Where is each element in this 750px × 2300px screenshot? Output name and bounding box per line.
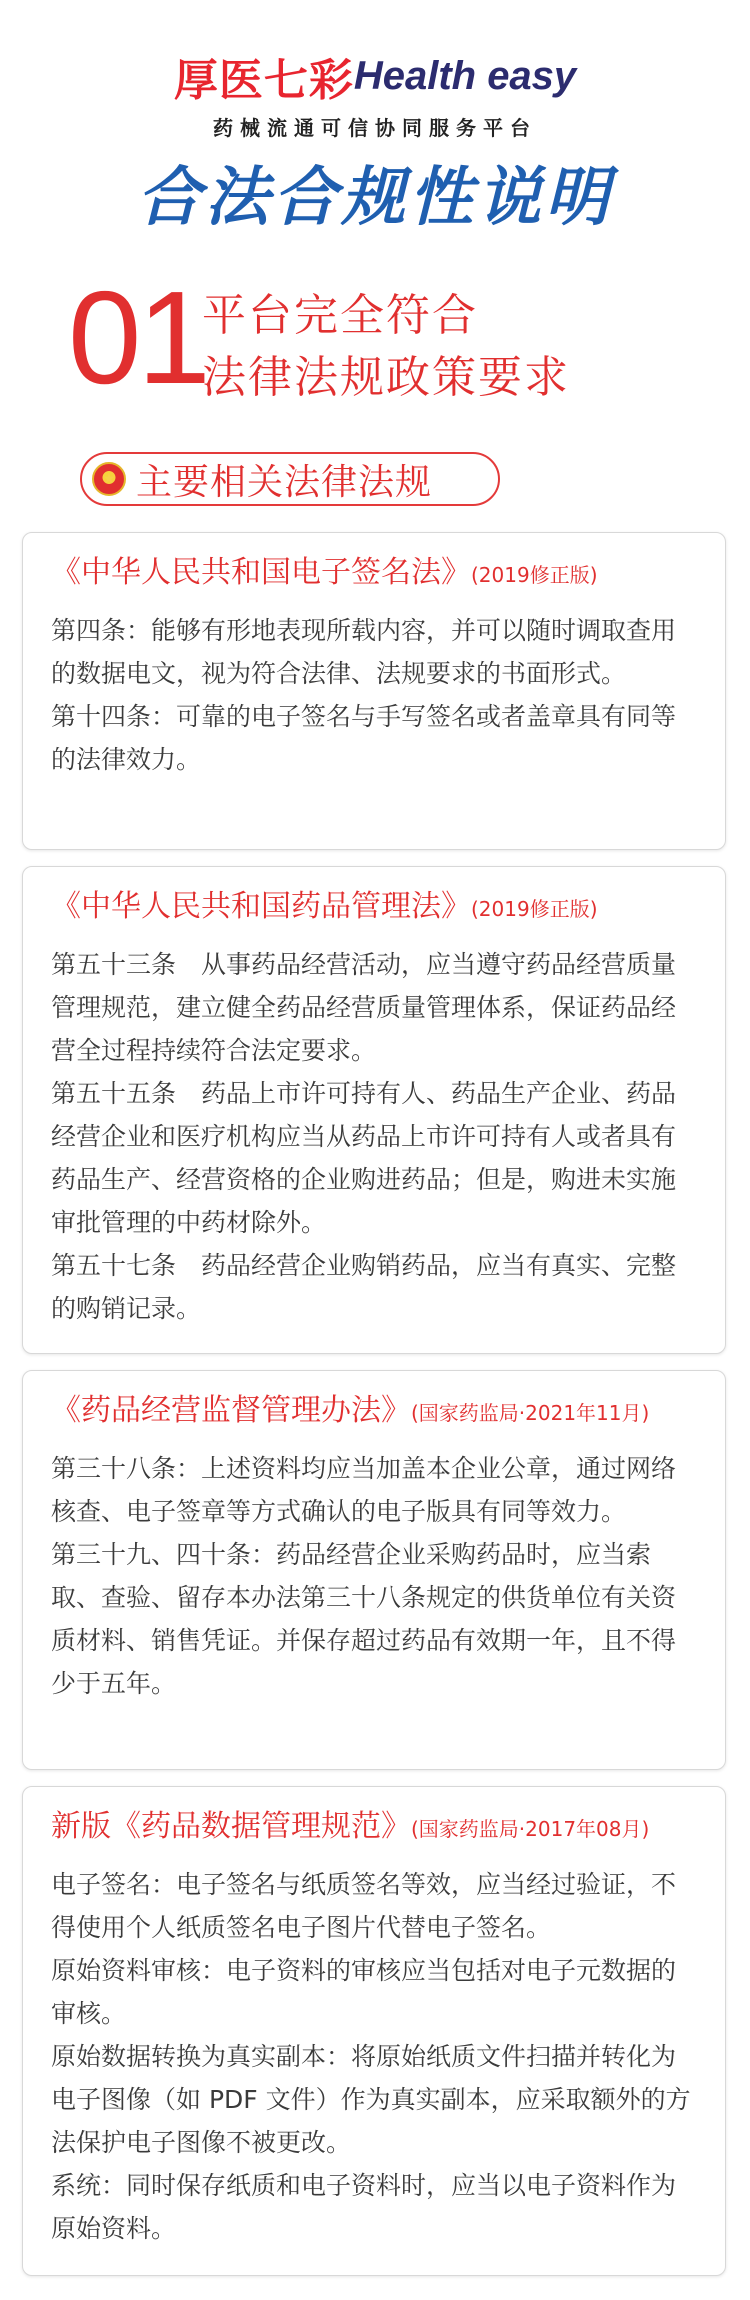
law-title: 新版《药品数据管理规范》 (51, 1809, 411, 1844)
law-version-note: (国家药监局·2021年11月) (411, 1401, 650, 1425)
laws-subheading-label: 主要相关法律法规 (136, 461, 433, 503)
law-version-note: (2019修正版) (471, 897, 598, 921)
law-version-note: (国家药监局·2017年08月) (411, 1817, 650, 1841)
law-article: 原始数据转换为真实副本：将原始纸质文件扫描并转化为电子图像（如 PDF 文件）作为真实副本，应采取额外的方法保护电子图像不被更改。 (51, 2042, 691, 2157)
law-card-title (51, 1389, 697, 1435)
brand-name-en: Health easy (353, 53, 577, 98)
law-title: 《药品经营监督管理办法》 (51, 1393, 411, 1428)
law-card-data-management (22, 1786, 726, 2276)
law-version-note: (2019修正版) (471, 563, 598, 587)
law-card-e-signature (22, 532, 726, 850)
law-card-body (51, 943, 697, 1330)
law-card-drug-administration (22, 866, 726, 1354)
section-title-line1: 平台完全符合 (202, 290, 478, 341)
law-article: 第五十五条 药品上市许可持有人、药品生产企业、药品经营企业和医疗机构应当从药品上市许可持有人或者具有药品生产、经营资格的企业购进药品；但是，购进未实施审批管理的中药材除外。 (51, 1079, 677, 1237)
law-card-body (51, 1447, 697, 1705)
law-title: 《中华人民共和国药品管理法》 (51, 889, 471, 924)
section-title (202, 285, 570, 409)
law-article: 第五十三条 从事药品经营活动，应当遵守药品经营质量管理规范，建立健全药品经营质量管理体系，保证药品经营全过程持续符合法定要求。 (51, 950, 677, 1065)
law-article: 电子签名：电子签名与纸质签名等效，应当经过验证，不得使用个人纸质签名电子图片代替电子签名。 (51, 1870, 677, 1942)
national-emblem-icon: ★ (92, 462, 126, 496)
brand-logo (174, 44, 576, 108)
brand-header (0, 44, 750, 141)
law-article: 原始资料审核：电子资料的审核应当包括对电子元数据的审核。 (51, 1956, 677, 2028)
law-card-business-supervision (22, 1370, 726, 1770)
law-article: 第十四条：可靠的电子签名与手写签名或者盖章具有同等的法律效力。 (51, 702, 677, 774)
law-title: 《中华人民共和国电子签名法》 (51, 555, 471, 590)
law-card-body (51, 609, 697, 781)
law-article: 第三十九、四十条：药品经营企业采购药品时，应当索取、查验、留存本办法第三十八条规定的供货单位有关资质材料、销售凭证。并保存超过药品有效期一年，且不得少于五年。 (51, 1540, 677, 1698)
law-article: 第三十八条：上述资料均应当加盖本企业公章，通过网络核查、电子签章等方式确认的电子版具有同等效力。 (51, 1454, 677, 1526)
law-card-body (51, 1863, 697, 2250)
law-card-title (51, 885, 697, 931)
law-card-title (51, 1805, 697, 1851)
laws-subheading (80, 452, 500, 506)
section-title-line2: 法律法规政策要求 (202, 352, 570, 403)
law-article: 第五十七条 药品经营企业购销药品，应当有真实、完整的购销记录。 (51, 1251, 677, 1323)
brand-name-cn: 厚医七彩 (173, 55, 354, 106)
law-card-title (51, 551, 697, 597)
law-article: 第四条：能够有形地表现所载内容，并可以随时调取查用的数据电文，视为符合法律、法规要求的书面形式。 (51, 616, 677, 688)
law-article: 系统：同时保存纸质和电子资料时，应当以电子资料作为原始资料。 (51, 2171, 677, 2243)
brand-tagline: 药械流通可信协同服务平台 (213, 116, 537, 140)
page-title: 合法合规性说明 (137, 161, 613, 235)
section-number: 01 (68, 264, 207, 411)
